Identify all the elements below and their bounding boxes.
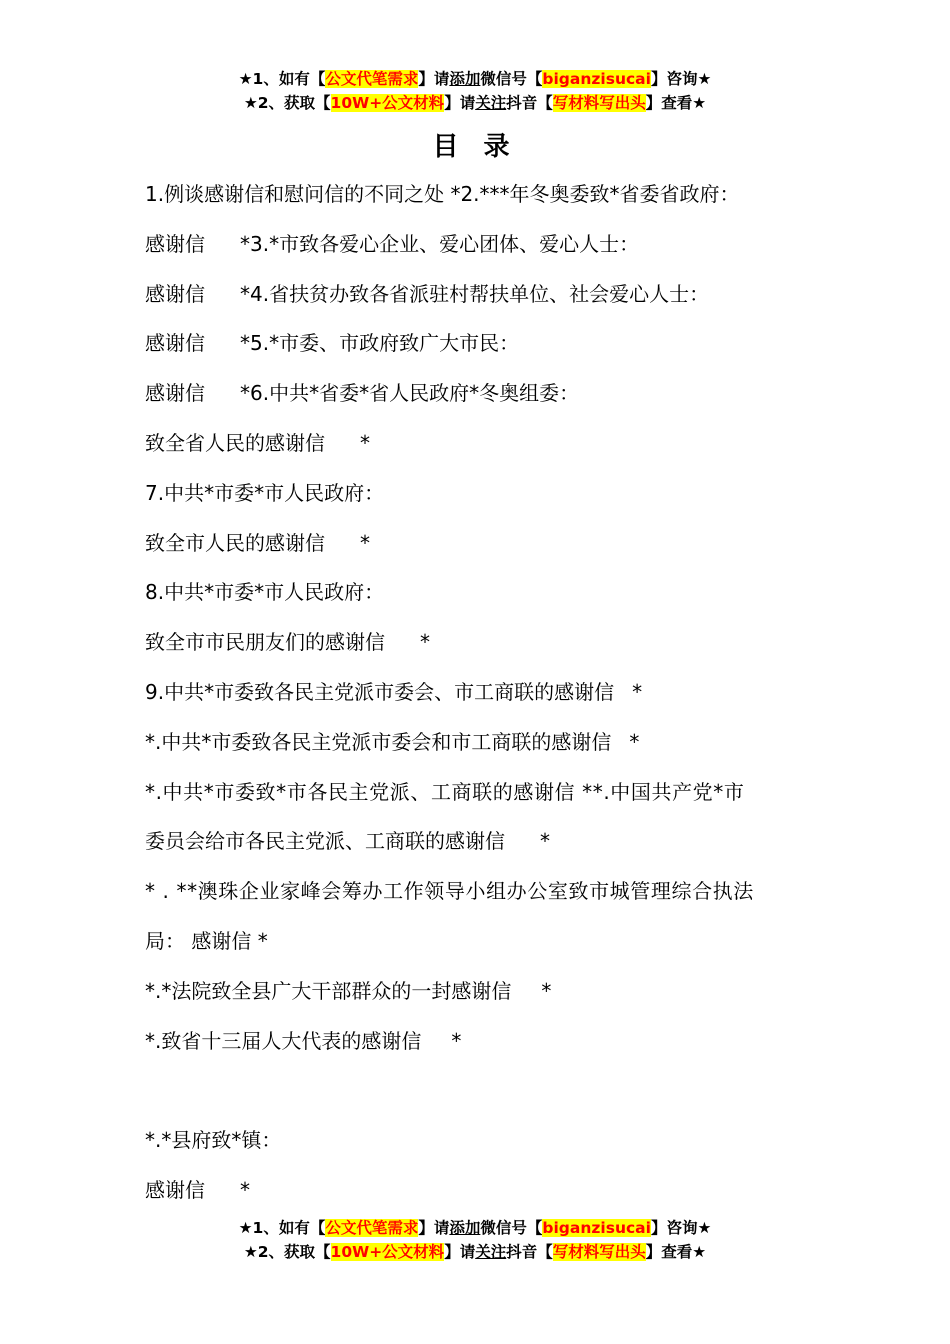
banner-highlight: 写材料写出头: [552, 1243, 646, 1261]
banner-line-2: [0, 91, 950, 115]
banner-line-1: [0, 1216, 950, 1240]
toc-text: *.中共*市委致各民主党派市委会和市工商联的感谢信: [145, 729, 612, 754]
toc-line: [145, 672, 825, 722]
top-banner: [0, 67, 950, 115]
banner-text: ★1、如有【: [238, 1219, 326, 1237]
banner-line-1: [0, 67, 950, 91]
toc-line: 7.中共*市委*市人民政府：: [145, 480, 385, 505]
banner-highlight: 10W+公文材料: [330, 94, 445, 112]
toc-text: *: [632, 679, 643, 704]
banner-line-2: [0, 1240, 950, 1264]
banner-text: 微信号【: [480, 1219, 543, 1237]
banner-text: 】咨询★: [650, 1219, 712, 1237]
banner-text: ★2、获取【: [243, 1243, 331, 1261]
toc-text: 感谢信: [145, 331, 205, 356]
banner-text: 】查看★: [645, 1243, 707, 1261]
banner-text: 微信号【: [480, 70, 543, 88]
toc-text: 9.中共*市委致各民主党派市委会、市工商联的感谢信: [145, 679, 615, 704]
toc-text: *3.*市致各爱心企业、爱心团体、爱心人士：: [240, 231, 640, 256]
toc-line: [145, 821, 825, 871]
toc-line: [145, 1021, 825, 1071]
banner-text: 】咨询★: [650, 70, 712, 88]
toc-text: 感谢信: [145, 281, 205, 306]
banner-text: ★1、如有【: [238, 70, 326, 88]
banner-text: 抖音【: [506, 1243, 553, 1261]
toc-text: *: [240, 1177, 250, 1202]
toc-line: [145, 373, 825, 423]
toc-line: [145, 323, 825, 373]
banner-highlight: biganzisucai: [542, 1219, 651, 1237]
bottom-banner: [0, 1216, 950, 1264]
banner-text: 】请: [418, 1219, 450, 1237]
toc-line: [145, 224, 825, 274]
banner-highlight: 写材料写出头: [552, 94, 646, 112]
toc-text: *4.省扶贫办致各省派驻村帮扶单位、社会爱心人士：: [240, 281, 710, 306]
table-of-contents: [145, 174, 825, 1220]
toc-line: *.中共*市委致*市各民主党派、工商联的感谢信 **.中国共产党*市: [145, 779, 745, 804]
toc-text: 感谢信: [145, 231, 205, 256]
page-title: 目 录: [432, 132, 518, 162]
toc-text: 致全市市民朋友们的感谢信: [145, 630, 385, 655]
toc-text: *.致省十三届人大代表的感谢信: [145, 1028, 422, 1053]
banner-underline: 添加: [449, 1219, 481, 1237]
toc-text: *: [420, 630, 430, 655]
toc-text: *: [451, 1028, 462, 1053]
toc-line: [145, 523, 825, 573]
toc-text: 感谢信: [145, 381, 205, 406]
banner-underline: 添加: [449, 70, 481, 88]
banner-text: 】请: [418, 70, 450, 88]
banner-text: 】查看★: [645, 94, 707, 112]
toc-line: [145, 423, 825, 473]
toc-text: 致全省人民的感谢信: [145, 430, 325, 455]
toc-line: 1.例谈感谢信和慰问信的不同之处 *2.***年冬奥委致*省委省政府：: [145, 182, 740, 206]
banner-text: 】请: [444, 1243, 476, 1261]
banner-text: ★2、获取【: [243, 94, 331, 112]
toc-line: [145, 1170, 825, 1220]
toc-text: *: [360, 430, 370, 455]
toc-text: 致全市人民的感谢信: [145, 530, 325, 555]
toc-text: *.*法院致全县广大干部群众的一封感谢信: [145, 978, 512, 1003]
toc-text: 感谢信: [145, 1177, 205, 1202]
banner-highlight: 10W+公文材料: [330, 1243, 445, 1261]
toc-text: *: [360, 530, 370, 555]
banner-highlight: 公文代笔需求: [325, 70, 419, 88]
banner-underline: 关注: [475, 1243, 507, 1261]
toc-text: *: [540, 829, 550, 854]
toc-text: *: [629, 729, 640, 754]
banner-underline: 关注: [475, 94, 507, 112]
toc-line: [145, 722, 825, 772]
toc-line: [145, 971, 825, 1021]
toc-text: *6.中共*省委*省人民政府*冬奥组委：: [240, 381, 580, 406]
toc-line: [145, 274, 825, 324]
toc-line: *.*县府致*镇：: [145, 1128, 282, 1153]
toc-text: *5.*市委、市政府致广大市民：: [240, 331, 520, 356]
toc-line: * . **澳珠企业家峰会筹办工作领导小组办公室致市城管理综合执法: [145, 879, 754, 904]
toc-line: 8.中共*市委*市人民政府：: [145, 580, 385, 605]
banner-text: 】请: [444, 94, 476, 112]
banner-highlight: 公文代笔需求: [325, 1219, 419, 1237]
banner-highlight: biganzisucai: [542, 70, 651, 88]
toc-line: 局： 感谢信 *: [145, 928, 268, 953]
toc-text: 委员会给市各民主党派、工商联的感谢信: [145, 829, 505, 854]
blank-line: [145, 1070, 825, 1120]
toc-line: [145, 622, 825, 672]
banner-text: 抖音【: [506, 94, 553, 112]
toc-text: *: [541, 978, 552, 1003]
